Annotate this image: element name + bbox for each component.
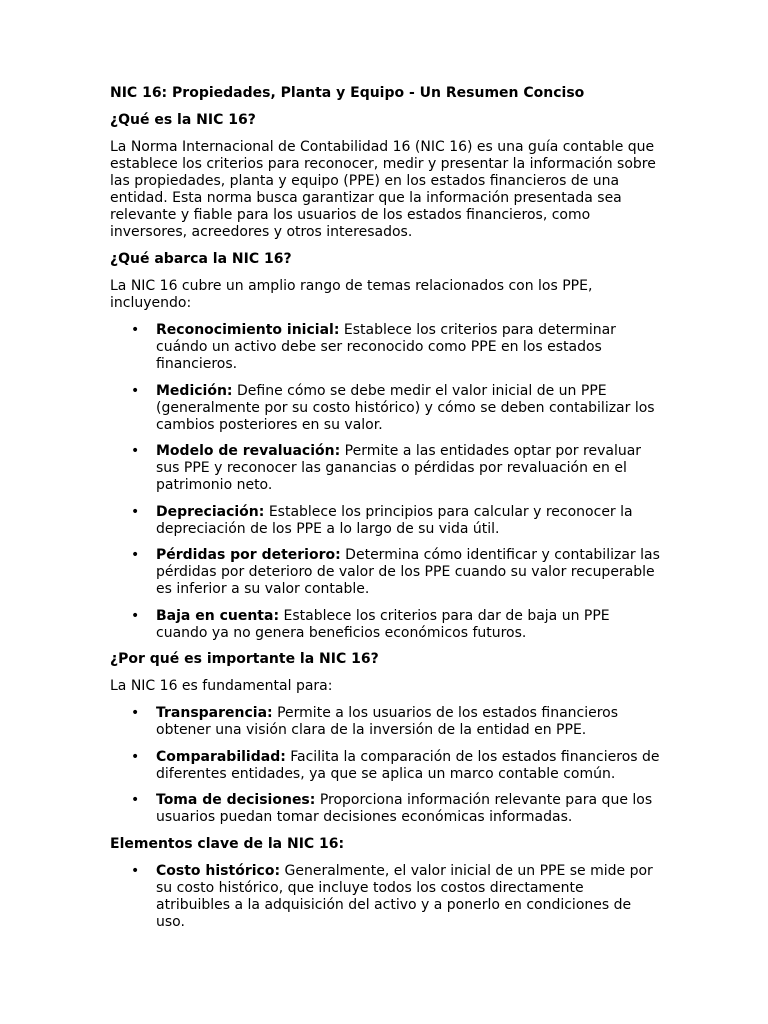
list-item bbox=[110, 547, 660, 598]
list-item-text: Establece los criterios para determinar cuándo un activo debe ser reconocido como PPE en los estados financieros. bbox=[156, 322, 616, 372]
list-item bbox=[110, 863, 660, 931]
list-item bbox=[110, 443, 660, 494]
bullet-icon: • bbox=[131, 547, 140, 563]
list-item-term: Transparencia: bbox=[156, 705, 273, 721]
list-item bbox=[110, 608, 660, 642]
bullet-icon: • bbox=[131, 862, 140, 879]
bullet-icon: • bbox=[131, 503, 140, 520]
paragraph-importance-intro: La NIC 16 es fundamental para: bbox=[110, 678, 333, 694]
list-item bbox=[110, 322, 660, 373]
list-item-term: Reconocimiento inicial: bbox=[156, 322, 340, 338]
bullet-icon: • bbox=[131, 705, 140, 721]
list-item-text: Permite a las entidades optar por revaluar sus PPE y reconocer las ganancias o pérdidas por revaluación en el patrimonio neto. bbox=[156, 443, 642, 493]
document-title: NIC 16: Propiedades, Planta y Equipo - Un Resumen Conciso bbox=[110, 85, 585, 101]
section-heading-key-elements: Elementos clave de la NIC 16: bbox=[110, 835, 345, 852]
importance-list bbox=[110, 705, 660, 826]
section-heading-scope: ¿Qué abarca la NIC 16? bbox=[110, 251, 292, 267]
bullet-icon: • bbox=[131, 382, 140, 399]
list-item bbox=[110, 749, 660, 783]
scope-list bbox=[110, 322, 660, 642]
list-item bbox=[110, 383, 660, 434]
bullet-icon: • bbox=[131, 748, 140, 765]
list-item-term: Depreciación: bbox=[156, 503, 265, 520]
section-heading-what: ¿Qué es la NIC 16? bbox=[110, 112, 256, 128]
bullet-icon: • bbox=[131, 792, 140, 808]
list-item-text: Determina cómo identificar y contabilizar las pérdidas por deterioro de valor de los PPE cuando su valor recuperable es inferior a su valor contable. bbox=[156, 547, 660, 597]
list-item-term: Modelo de revaluación: bbox=[156, 443, 341, 459]
section-heading-importance: ¿Por qué es importante la NIC 16? bbox=[110, 651, 379, 667]
list-item-text: Permite a los usuarios de los estados financieros obtener una visión clara de la inversión de la entidad en PPE. bbox=[156, 705, 619, 738]
bullet-icon: • bbox=[131, 322, 140, 338]
paragraph-scope-intro: La NIC 16 cubre un amplio rango de temas relacionados con los PPE, incluyendo: bbox=[110, 278, 593, 311]
list-item-text: Generalmente, el valor inicial de un PPE se mide por su costo histórico, que incluye todos los costos directamente atribuibles a la adquisición del activo y a ponerlo en condiciones de uso. bbox=[156, 862, 653, 930]
list-item bbox=[110, 504, 660, 538]
list-item-term: Costo histórico: bbox=[156, 862, 281, 879]
key-elements-list bbox=[110, 863, 660, 931]
document-page bbox=[110, 85, 660, 940]
list-item-term: Comparabilidad: bbox=[156, 748, 286, 765]
list-item-text: Define cómo se debe medir el valor inicial de un PPE (generalmente por su costo histórico) y cómo se deben contabilizar los cambios posteriores en su valor. bbox=[156, 382, 655, 433]
bullet-icon: • bbox=[131, 607, 140, 624]
list-item-term: Pérdidas por deterioro: bbox=[156, 547, 341, 563]
list-item bbox=[110, 792, 660, 826]
list-item bbox=[110, 705, 660, 739]
list-item-term: Medición: bbox=[156, 382, 233, 399]
list-item-term: Baja en cuenta: bbox=[156, 607, 280, 624]
list-item-text: Establece los criterios para dar de baja un PPE cuando ya no genera beneficios económicos futuros. bbox=[156, 607, 610, 641]
paragraph-what: La Norma Internacional de Contabilidad 16 (NIC 16) es una guía contable que establece los criterios para reconocer, medir y presentar la información sobre las propiedades, planta y equipo (PPE) en los estados financieros de una entidad. Esta norma busca garantizar que la información presentada sea relevante y fiable para los usuarios de los estados financieros, como inversores, acreedores y otros interesados. bbox=[110, 139, 656, 240]
list-item-term: Toma de decisiones: bbox=[156, 792, 316, 808]
list-item-text: Proporciona información relevante para que los usuarios puedan tomar decisiones económicas informadas. bbox=[156, 792, 653, 825]
bullet-icon: • bbox=[131, 443, 140, 459]
list-item-text: Facilita la comparación de los estados financieros de diferentes entidades, ya que se aplica un marco contable común. bbox=[156, 748, 660, 782]
list-item-text: Establece los principios para calcular y reconocer la depreciación de los PPE a lo largo de su vida útil. bbox=[156, 503, 633, 537]
